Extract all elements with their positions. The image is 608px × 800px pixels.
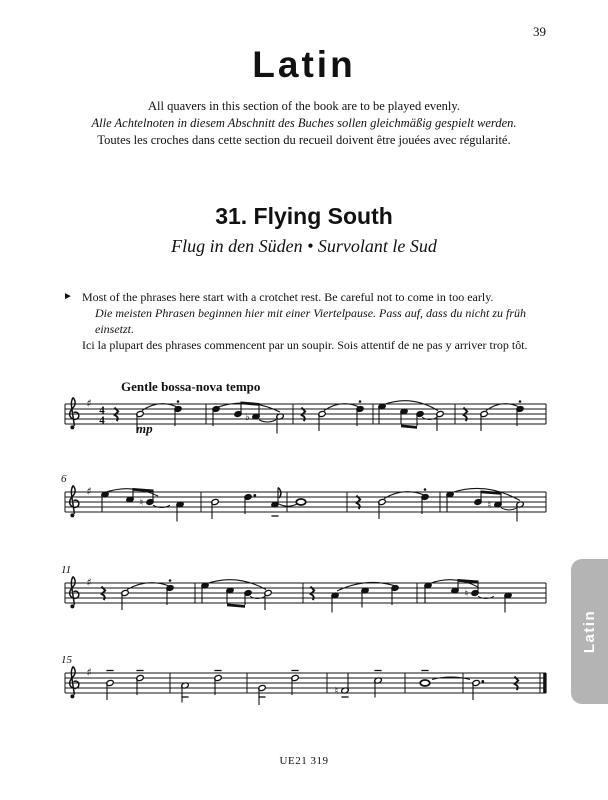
intro-line-fr: Toutes les croches dans cette section du recueil doivent être jouées avec régularité. [97, 133, 511, 147]
svg-text:♮: ♮ [464, 588, 469, 600]
section-title: Latin [252, 44, 356, 85]
publisher-plate-number: UE21 319 [279, 755, 329, 767]
svg-text:♭: ♭ [245, 411, 250, 423]
svg-text:♮: ♮ [139, 497, 144, 509]
perf-note-en: Most of the phrases here start with a crotchet rest. Be careful not to come in too early. [82, 290, 494, 304]
music-system-4 [58, 649, 558, 711]
piece-subtitle: Flug in den Süden • Survolant le Sud [171, 236, 437, 256]
svg-text:♯: ♯ [86, 576, 92, 590]
svg-text:mp: mp [136, 421, 153, 436]
performance-note [63, 289, 548, 353]
svg-text:♮: ♮ [334, 685, 339, 697]
intro-line-en: All quavers in this section of the book are to be played evenly. [148, 99, 460, 113]
side-tab-label: Latin [581, 609, 598, 654]
music-system-3 [58, 559, 558, 621]
svg-text:Gentle bossa-nova tempo: Gentle bossa-nova tempo [121, 379, 261, 394]
svg-text:15: 15 [61, 654, 72, 666]
svg-text:♯: ♯ [86, 666, 92, 680]
music-system-1 [58, 375, 558, 447]
svg-text:4: 4 [99, 404, 105, 417]
perf-note-de: Die meisten Phrasen beginnen hier mit einer Viertelpause. Pass auf, dass du nicht zu früh einsetzt. [95, 306, 527, 336]
intro-line-de: Alle Achtelnoten in diesem Abschnitt des Buches sollen gleichmäßig gespielt werden. [91, 116, 517, 130]
music-system-2 [58, 468, 558, 530]
svg-text:6: 6 [61, 473, 67, 485]
svg-text:♯: ♯ [86, 485, 92, 499]
svg-text:4: 4 [99, 414, 105, 427]
perf-note-fr: Ici la plupart des phrases commencent par un soupir. Sois attentif de ne pas y arriver trop tôt. [82, 338, 528, 352]
svg-text:♮: ♮ [487, 499, 492, 511]
svg-text:11: 11 [61, 564, 72, 576]
page-number: 39 [533, 24, 546, 39]
section-intro [0, 98, 608, 149]
svg-text:♯: ♯ [86, 397, 92, 411]
section-side-tab [571, 559, 608, 704]
piece-title: 31. Flying South [215, 203, 393, 229]
pointer-icon: ► [63, 291, 73, 302]
